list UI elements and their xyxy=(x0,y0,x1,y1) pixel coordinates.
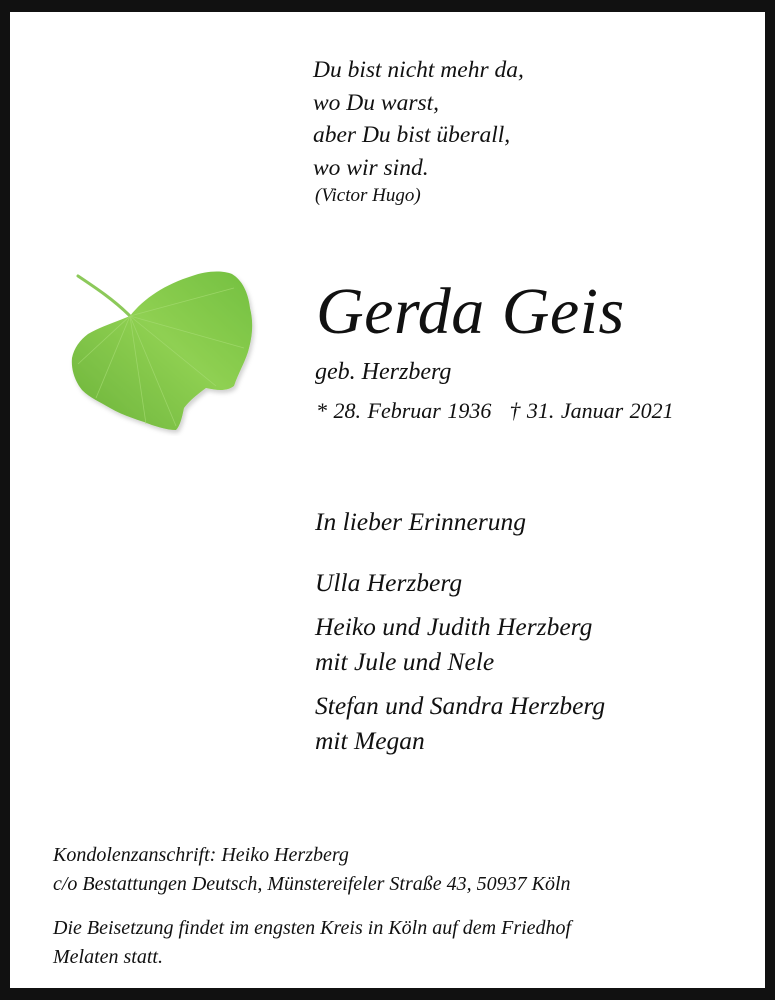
remembrance-heading: In lieber Erinnerung xyxy=(315,507,527,536)
footer-line: Die Beisetzung findet im engsten Kreis in Köln auf dem Friedhof xyxy=(53,917,572,939)
poem-line: aber Du bist überall, xyxy=(313,122,511,148)
mourner-group xyxy=(315,565,462,600)
mourner-line: mit Jule und Nele xyxy=(315,647,495,676)
life-dates xyxy=(316,398,674,424)
footer-line: Kondolenzanschrift: Heiko Herzberg xyxy=(53,844,349,866)
mourner-line: Ulla Herzberg xyxy=(315,568,463,597)
mourner-line: Heiko und Judith Herzberg xyxy=(315,612,593,641)
poem-line: wo Du warst, xyxy=(313,89,440,116)
poem-line: wo wir sind. xyxy=(313,154,429,181)
mourner-group xyxy=(315,609,592,679)
ginkgo-leaf-icon xyxy=(66,268,258,436)
burial-notice xyxy=(53,914,571,972)
death-date: † 31. Januar 2021 xyxy=(509,398,674,423)
footer-line: c/o Bestattungen Deutsch, Münstereifeler Straße 43, 50937 Köln xyxy=(53,873,571,895)
poem xyxy=(313,54,524,184)
poem-line: Du bist nicht mehr da, xyxy=(313,57,524,83)
poem-author: (Victor Hugo) xyxy=(315,185,421,206)
mourner-line: Stefan und Sandra Herzberg xyxy=(315,691,606,720)
condolence-address xyxy=(53,841,571,899)
mourner-group xyxy=(315,688,605,758)
birth-date: * 28. Februar 1936 xyxy=(316,398,492,423)
mourner-line: mit Megan xyxy=(315,726,425,755)
footer-line: Melaten statt. xyxy=(53,946,163,968)
birth-name: geb. Herzberg xyxy=(315,359,452,385)
deceased-name: Gerda Geis xyxy=(316,275,625,348)
